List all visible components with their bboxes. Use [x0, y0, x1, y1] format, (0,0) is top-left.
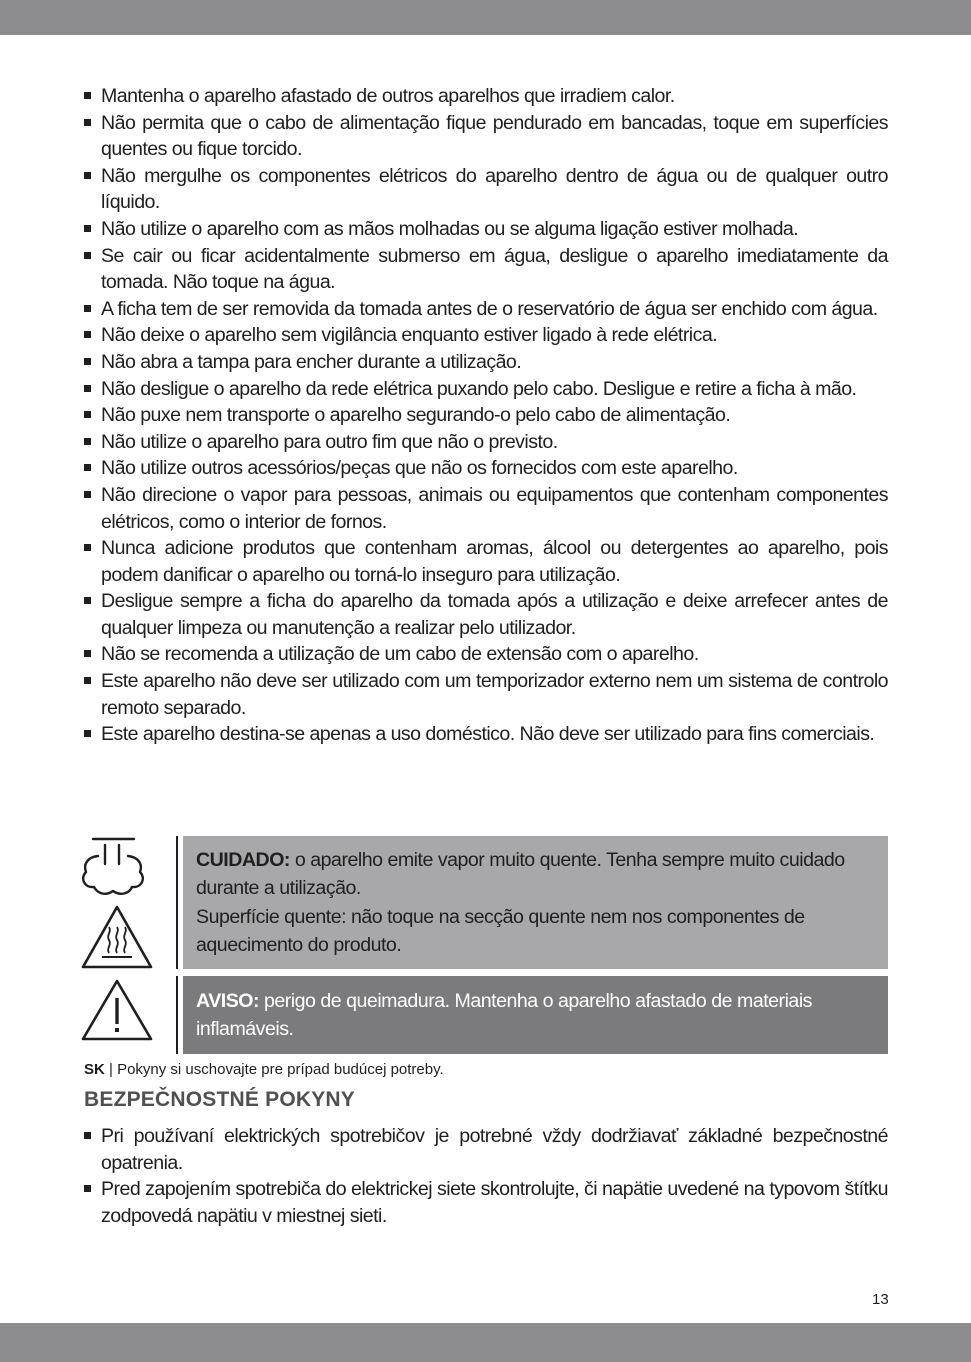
divider — [176, 976, 178, 1054]
sk-note: SK | Pokyny si uschovajte pre prípad budúcej potreby. — [84, 1061, 444, 1078]
pt-safety-list — [84, 83, 888, 748]
list-item: Não utilize o aparelho com as mãos molhadas ou se alguma ligação estiver molhada. — [84, 216, 888, 243]
list-item: Não se recomenda a utilização de um cabo de extensão com o aparelho. — [84, 641, 888, 668]
list-item: Não puxe nem transporte o aparelho segurando-o pelo cabo de alimentação. — [84, 402, 888, 429]
top-band — [0, 0, 971, 35]
warning-icon — [80, 978, 154, 1042]
bottom-band — [0, 1323, 971, 1362]
list-item: Não permita que o cabo de alimentação fique pendurado em bancadas, toque em superfícies quentes ou fique torcido. — [84, 110, 888, 163]
list-item: Este aparelho não deve ser utilizado com um temporizador externo nem um sistema de controlo remoto separado. — [84, 668, 888, 721]
list-item: Não direcione o vapor para pessoas, animais ou equipamentos que contenham componentes elétricos, como o interior de fornos. — [84, 482, 888, 535]
list-item: Não deixe o aparelho sem vigilância enquanto estiver ligado à rede elétrica. — [84, 322, 888, 349]
list-item: Não utilize outros acessórios/peças que não os fornecidos com este aparelho. — [84, 455, 888, 482]
list-item: Não mergulhe os componentes elétricos do aparelho dentro de água ou de qualquer outro líquido. — [84, 163, 888, 216]
sk-safety-list — [84, 1123, 888, 1229]
list-item: Este aparelho destina-se apenas a uso doméstico. Não deve ser utilizado para fins comerciais. — [84, 721, 888, 748]
divider — [176, 836, 178, 969]
steam-icon — [80, 836, 150, 900]
list-item: Pri používaní elektrických spotrebičov je potrebné vždy dodržiavať základné bezpečnostné opatrenia. — [84, 1123, 888, 1176]
hot-surface-text: Superfície quente: não toque na secção quente nem nos componentes de aquecimento do produto. — [196, 906, 805, 956]
caution-box — [183, 836, 888, 969]
list-item: Não utilize o aparelho para outro fim que não o previsto. — [84, 429, 888, 456]
page-number: 13 — [872, 1291, 889, 1308]
hot-surface-icon — [80, 904, 154, 970]
caution-label: CUIDADO: — [196, 849, 290, 871]
list-item: Não abra a tampa para encher durante a utilização. — [84, 349, 888, 376]
warning-box — [183, 976, 888, 1054]
list-item: Mantenha o aparelho afastado de outros aparelhos que irradiem calor. — [84, 83, 888, 110]
warning-label: AVISO: — [196, 990, 260, 1012]
list-item: A ficha tem de ser removida da tomada antes de o reservatório de água ser enchido com água. — [84, 296, 888, 323]
list-item: Nunca adicione produtos que contenham aromas, álcool ou detergentes ao aparelho, pois podem danificar o aparelho ou torná-lo inseguro para utilização. — [84, 535, 888, 588]
language-code: SK — [84, 1061, 105, 1078]
caution-text: CUIDADO: o aparelho emite vapor muito quente. Tenha sempre muito cuidado durante a utilização. — [196, 849, 845, 899]
list-item: Desligue sempre a ficha do aparelho da tomada após a utilização e deixe arrefecer antes de qualquer limpeza ou manutenção a realizar pelo utilizador. — [84, 588, 888, 641]
list-item: Pred zapojením spotrebiča do elektrickej siete skontrolujte, či napätie uvedené na typovom štítku zodpovedá napätiu v miestnej sieti. — [84, 1176, 888, 1229]
list-item: Se cair ou ficar acidentalmente submerso em água, desligue o aparelho imediatamente da tomada. Não toque na água. — [84, 243, 888, 296]
warning-text: AVISO: perigo de queimadura. Mantenha o aparelho afastado de materiais inflamáveis. — [196, 990, 812, 1040]
list-item: Não desligue o aparelho da rede elétrica puxando pelo cabo. Desligue e retire a ficha à mão. — [84, 376, 888, 403]
section-heading: BEZPEČNOSTNÉ POKYNY — [84, 1088, 356, 1111]
